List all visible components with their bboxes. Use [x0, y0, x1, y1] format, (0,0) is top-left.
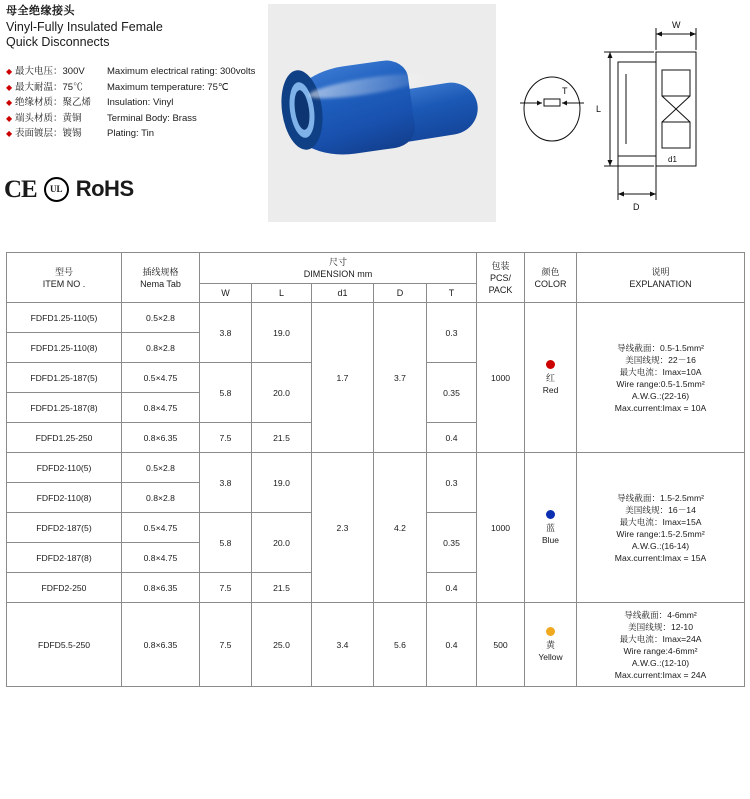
cell-t: 0.3: [427, 303, 477, 363]
cell-nema: 0.5×2.8: [122, 453, 200, 483]
svg-text:W: W: [672, 20, 681, 30]
cell-l: 20.0: [252, 363, 312, 423]
page-title-en: [6, 20, 268, 50]
th-nema-en: Nema Tab: [140, 278, 181, 289]
cell-w: 5.8: [200, 363, 252, 423]
cell-nema: 0.5×4.75: [122, 513, 200, 543]
explanation-line: 最大电流：Imax=10A: [619, 366, 702, 377]
th-pcs-pack: [477, 253, 525, 303]
explanation-line: 美国线规：12-10: [628, 621, 693, 632]
rohs-mark-icon: RoHS: [75, 176, 134, 201]
cell-w: 7.5: [200, 423, 252, 453]
th-color-en: COLOR: [534, 278, 567, 289]
cell-explanation: [577, 603, 745, 687]
cell-l: 21.5: [252, 573, 312, 603]
spec-item: [6, 64, 268, 80]
specification-table: [6, 252, 745, 687]
cell-nema: 0.8×4.75: [122, 543, 200, 573]
th-item-no-cn: 型号: [54, 266, 73, 277]
cell-d1: 2.3: [312, 453, 374, 603]
explanation-line: A.W.G.:(22-16): [631, 390, 690, 401]
spec-label-en: Plating: Tin: [107, 128, 154, 139]
cell-item-no: FDFD1.25-187(5): [7, 363, 122, 393]
cell-t: 0.4: [427, 573, 477, 603]
color-name-en: Yellow: [538, 651, 563, 662]
cell-pcs-pack: 1000: [477, 303, 525, 453]
cell-l: 19.0: [252, 303, 312, 363]
cell-color: [525, 303, 577, 453]
svg-text:D: D: [633, 202, 640, 212]
diamond-bullet-icon: ◆: [6, 82, 13, 92]
svg-text:T: T: [562, 86, 568, 96]
cell-color: [525, 603, 577, 687]
ce-mark-icon: CE: [4, 175, 37, 203]
th-nema-cn: 插线规格: [142, 266, 179, 277]
explanation-line: 美国线规：22－16: [625, 354, 696, 365]
explanation-line: 导线截面：1.5-2.5mm²: [617, 492, 704, 503]
th-dimension: [200, 253, 477, 284]
color-swatch-icon: [546, 627, 555, 636]
cell-item-no: FDFD2-110(5): [7, 453, 122, 483]
technical-drawing: [500, 4, 746, 222]
spec-label-cn: 最大电压：300V: [15, 66, 85, 77]
th-dimension-en: DIMENSION mm: [303, 269, 373, 279]
th-pack-en1: PCS/: [490, 272, 512, 283]
cell-d: 5.6: [374, 603, 427, 687]
cell-w: 7.5: [200, 573, 252, 603]
spec-label-cn: 表面镀层：镀锡: [15, 128, 82, 139]
cell-nema: 0.8×2.8: [122, 483, 200, 513]
cell-nema: 0.8×2.8: [122, 333, 200, 363]
page-title-en-line2: Quick Disconnects: [6, 35, 110, 49]
cell-w: 7.5: [200, 603, 252, 687]
cell-t: 0.35: [427, 513, 477, 573]
th-dim-d: D: [374, 284, 427, 303]
cell-nema: 0.8×6.35: [122, 603, 200, 687]
cell-nema: 0.5×2.8: [122, 303, 200, 333]
cell-nema: 0.5×4.75: [122, 363, 200, 393]
cell-item-no: FDFD2-250: [7, 573, 122, 603]
cell-d1: 3.4: [312, 603, 374, 687]
spec-list: [6, 64, 268, 142]
connector-illustration: [286, 46, 482, 174]
cell-explanation: [577, 453, 745, 603]
explanation-line: 导线截面：0.5-1.5mm²: [617, 342, 704, 353]
spec-item: [6, 95, 268, 111]
product-photo: [268, 4, 496, 222]
spec-label-en: Maximum temperature: 75℃: [107, 81, 229, 93]
th-dim-w: W: [200, 284, 252, 303]
th-dimension-cn: 尺寸: [329, 257, 348, 267]
th-item-no-en: ITEM NO .: [42, 278, 86, 289]
cell-l: 19.0: [252, 453, 312, 513]
cell-t: 0.4: [427, 603, 477, 687]
th-nema-tab: [122, 253, 200, 303]
th-dim-l: L: [252, 284, 312, 303]
spec-item: [6, 126, 268, 142]
color-name-en: Red: [542, 384, 559, 395]
diamond-bullet-icon: ◆: [6, 98, 13, 107]
spec-label-cn: 最大耐温：75℃: [15, 81, 83, 93]
page-title-en-line1: Vinyl-Fully Insulated Female: [6, 20, 163, 34]
cell-nema: 0.8×6.35: [122, 573, 200, 603]
spec-label-en: Maximum electrical rating: 300volts: [107, 66, 256, 77]
th-dim-d1: d1: [312, 284, 374, 303]
th-color-cn: 颜色: [541, 266, 560, 277]
th-pack-cn: 包装: [491, 260, 510, 271]
explanation-line: Wire range:1.5-2.5mm²: [616, 528, 705, 539]
cell-t: 0.4: [427, 423, 477, 453]
header-section: [0, 0, 750, 230]
diamond-bullet-icon: ◆: [6, 67, 13, 76]
color-name-cn: 红: [546, 372, 556, 383]
cell-item-no: FDFD1.25-110(5): [7, 303, 122, 333]
table-row: [7, 603, 745, 687]
diamond-bullet-icon: ◆: [6, 113, 13, 123]
th-explanation-en: EXPLANATION: [629, 278, 692, 289]
diamond-bullet-icon: ◆: [6, 129, 13, 138]
specification-table-wrapper: [6, 252, 744, 687]
explanation-line: A.W.G.:(16-14): [631, 540, 690, 551]
cell-item-no: FDFD1.25-250: [7, 423, 122, 453]
cell-w: 5.8: [200, 513, 252, 573]
cell-w: 3.8: [200, 303, 252, 363]
table-header-row: [7, 253, 745, 284]
certification-row: [4, 176, 134, 202]
svg-text:d1: d1: [668, 155, 677, 164]
explanation-line: Wire range:4-6mm²: [623, 645, 698, 656]
color-name-en: Blue: [542, 534, 560, 545]
table-row: [7, 303, 745, 333]
explanation-line: A.W.G.:(12-10): [631, 657, 690, 668]
cell-t: 0.3: [427, 453, 477, 513]
explanation-line: Wire range:0.5-1.5mm²: [616, 378, 705, 389]
svg-text:L: L: [596, 104, 602, 114]
cell-explanation: [577, 303, 745, 453]
th-color: [525, 253, 577, 303]
explanation-line: Max.current:Imax = 10A: [614, 402, 707, 413]
th-pack-en2: PACK: [488, 284, 513, 295]
cell-item-no: FDFD2-110(8): [7, 483, 122, 513]
cell-l: 25.0: [252, 603, 312, 687]
cell-item-no: FDFD2-187(8): [7, 543, 122, 573]
spec-item: [6, 80, 268, 96]
explanation-line: Max.current:Imax = 24A: [614, 669, 707, 680]
page-title-cn: 母全绝缘接头: [6, 5, 75, 17]
th-explanation: [577, 253, 745, 303]
cell-d: 4.2: [374, 453, 427, 603]
color-swatch-icon: [546, 360, 555, 369]
cell-l: 21.5: [252, 423, 312, 453]
cell-l: 20.0: [252, 513, 312, 573]
cell-d1: 1.7: [312, 303, 374, 453]
explanation-line: 导线截面：4-6mm²: [624, 609, 697, 620]
cell-nema: 0.8×6.35: [122, 423, 200, 453]
spec-label-en: Insulation: Vinyl: [107, 97, 174, 108]
color-swatch-icon: [546, 510, 555, 519]
spec-label-cn: 绝缘材质：聚乙烯: [15, 97, 92, 108]
th-item-no: [7, 253, 122, 303]
th-dim-t: T: [427, 284, 477, 303]
cell-item-no: FDFD5.5-250: [7, 603, 122, 687]
cell-item-no: FDFD1.25-187(8): [7, 393, 122, 423]
cell-d: 3.7: [374, 303, 427, 453]
ul-mark-icon: UL: [44, 177, 69, 202]
color-name-cn: 蓝: [546, 522, 556, 533]
spec-label-cn: 端头材质：黄铜: [15, 112, 82, 124]
explanation-line: 最大电流：Imax=24A: [619, 633, 702, 644]
cell-pcs-pack: 500: [477, 603, 525, 687]
specification-block: [6, 4, 268, 142]
cell-t: 0.35: [427, 363, 477, 423]
cell-item-no: FDFD2-187(5): [7, 513, 122, 543]
cell-w: 3.8: [200, 453, 252, 513]
explanation-line: 最大电流：Imax=15A: [619, 516, 702, 527]
table-row: [7, 453, 745, 483]
technical-drawing-svg: [500, 4, 746, 222]
cell-item-no: FDFD1.25-110(8): [7, 333, 122, 363]
color-name-cn: 黄: [546, 639, 556, 650]
explanation-line: Max.current:Imax = 15A: [614, 552, 707, 563]
explanation-line: 美国线规：16－14: [625, 504, 696, 515]
cell-nema: 0.8×4.75: [122, 393, 200, 423]
spec-item: [6, 111, 268, 127]
cell-color: [525, 453, 577, 603]
cell-pcs-pack: 1000: [477, 453, 525, 603]
spec-label-en: Terminal Body: Brass: [107, 112, 197, 124]
th-explanation-cn: 说明: [651, 266, 670, 277]
